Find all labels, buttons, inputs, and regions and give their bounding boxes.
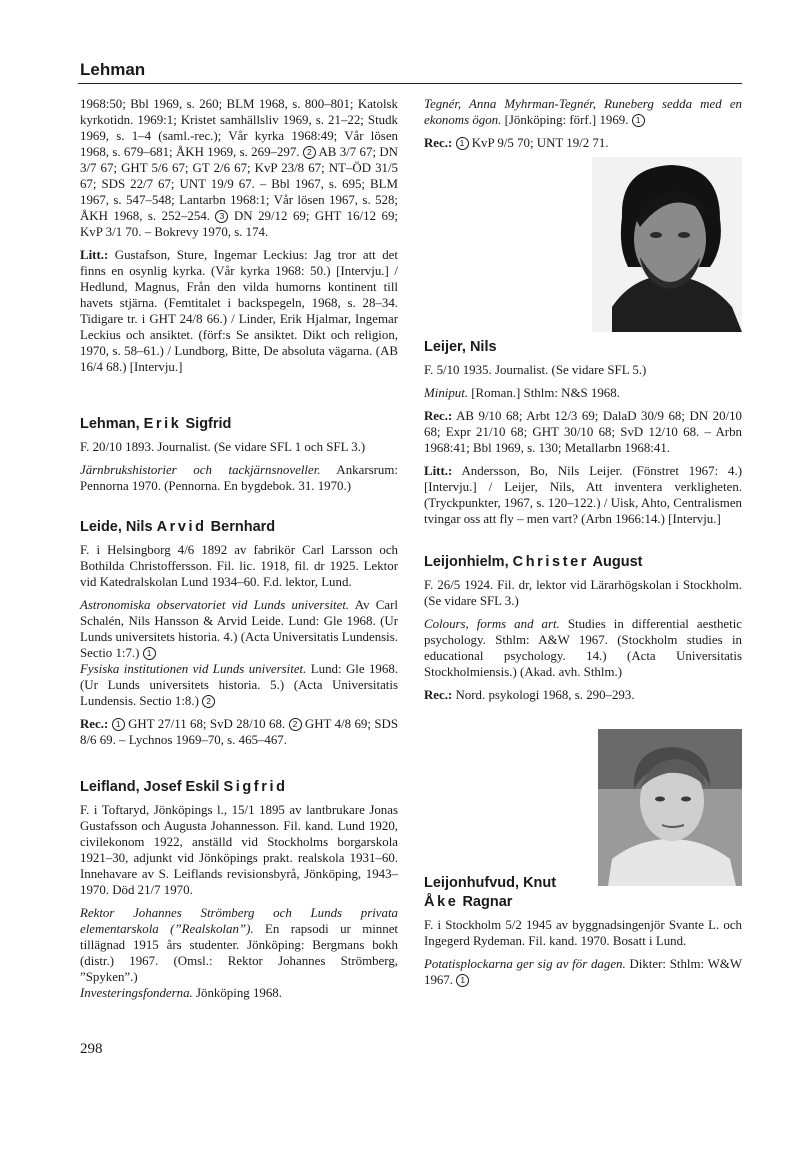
entry-lehman-continuation (80, 96, 398, 415)
reviews: Rec.: 1 KvP 9/5 70; UNT 19/2 71. (424, 136, 609, 150)
circled-number-marker: 2 (303, 146, 316, 159)
circled-number-marker: 1 (456, 137, 469, 150)
portrait-leijonhufvud (598, 729, 742, 886)
portrait-leijer (592, 157, 742, 332)
entry-leijer (424, 338, 742, 527)
header-rule (78, 83, 742, 84)
circled-number-marker: 3 (215, 210, 228, 223)
circled-number-marker: 1 (456, 974, 469, 987)
right-column (424, 96, 742, 988)
entry-leifland (80, 778, 398, 1001)
biography: F. 20/10 1893. Journalist. (Se vidare SFL 1 och SFL 3.) (80, 440, 366, 454)
entry-leijonhielm (424, 553, 742, 703)
circled-number-marker: 2 (202, 695, 215, 708)
circled-number-marker: 1 (632, 114, 645, 127)
biography: F. 26/5 1924. Fil. dr, lektor vid Lärarhögskolan i Stockholm. (Se vidare SFL 3.) (424, 578, 742, 608)
entry-heading: Leijonhielm, Christer August (424, 554, 643, 570)
work-listing: Tegnér, Anna Myhrman-Tegnér, Runeberg sedda med en ekonoms ögon. [Jönköping: förf.] 1969. 1 (424, 97, 742, 127)
entry-lehman-erik (80, 415, 398, 494)
portrait-photo-icon (592, 157, 742, 332)
circled-number-marker: 1 (143, 647, 156, 660)
reviews-continued: 1968:50; Bbl 1969, s. 260; BLM 1968, s. 800–801; Katolsk kyrkotidn. 1969:1; Kristet samhällsliv 1969, s. 21–22; Studk 1969, s. 1–4 (saml.-rec.); Vår kyrka 1968:49; Vår lösen 1968, s. 679–681; ÅKH 1969, s. 269–297. 2 AB 3/7 67; DN 3/7 67; GHT 5/6 67; GT 2/6 67; KvP 23/8 67; NT–ÖD 31/5 67; SDS 22/7 67; UNT 19/9 67. – Bbl 1967, s. 695; BLM 1967, s. 547–548; Lantarbn 1968:1; Vår lösen 1967, s. 528; ÅKH 1968, s. 252–254. 3 DN 29/12 69; GHT 16/12 69; KvP 3/1 70. – Bokrevy 1970, s. 174. (80, 97, 398, 239)
reviews: Rec.: 1 GHT 27/11 68; SvD 28/10 68. 2 GHT 4/8 69; SDS 8/6 69. – Lychnos 1969–70, s. 465–467. (80, 717, 398, 747)
literature-references: Litt.: Andersson, Bo, Nils Leijer. (Fönstret 1967: 4.) [Intervju.] / Leijer, Nils, Att inventera verkligheten. (Tryckpunkter, 1967, s. 120–122.) / Uisk, Ahto, Centralismen tvingar oss att fly – men vart? (Arbn 1966:14.) [Intervju.] (424, 464, 742, 526)
entry-heading: Leijonhufvud, Knut Åke Ragnar (424, 875, 557, 910)
work-listing: Järnbrukshistorier och tackjärnsnoveller. Ankarsrum: Pennorna 1970. (Pennorna. En bygdebok. 31. 1970.) (80, 463, 398, 493)
entry-heading: Lehman, Erik Sigfrid (80, 416, 232, 432)
circled-number-marker: 1 (112, 718, 125, 731)
biography: F. i Toftaryd, Jönköpings l., 15/1 1895 av lantbrukare Jonas Gustafsson och Augusta Johannesson. Fil. kand. Lund 1920, civilekonom 1922, anställd vid Stockholms borgarskola 1921–30, adjunkt vid Jönköpings prakt. realskola 1931–60. Innehavare av S. Leiflands revisionsbyrå, Jönköping, 1943–1970. Död 21/7 1970. (80, 803, 398, 897)
work-listing: Potatisplockarna ger sig av för dagen. Dikter: Sthlm: W&W 1967. 1 (424, 957, 742, 987)
work-listing: Colours, forms and art. Studies in differential aesthetic psychology. Sthlm: A&W 1967. (Stockholm studies in educational psychology. 14.) (Acta Universitatis Stockholmiensis.) (Akad. avh. Sthlm.) (424, 617, 742, 679)
left-column (80, 96, 398, 1001)
biography: F. 5/10 1935. Journalist. (Se vidare SFL 5.) (424, 363, 647, 377)
page-number: 298 (80, 1041, 103, 1057)
reviews: Rec.: Nord. psykologi 1968, s. 290–293. (424, 688, 635, 702)
biography: F. i Helsingborg 4/6 1892 av fabrikör Carl Larsson och Bothilda Christoffersson. Fil. lic. 1918, fil. dr 1925. Lektor vid Katedralskolan Lund 1934–60. F.d. lektor, Lund. (80, 543, 398, 589)
portrait-photo-icon (598, 729, 742, 886)
entry-heading: Leifland, Josef Eskil Sigfrid (80, 779, 288, 795)
work-listing: Astronomiska observatoriet vid Lunds universitet. Av Carl Schalén, Nils Hansson & Arvid Leide. Lund: Gle 1968. (Ur Lunds universitets historia. 4.) (Acta Universitatis Lundensis. Sectio 1:7.) 1 Fysiska institutionen vid Lunds universitet. Lund: Gle 1968. (Ur Lunds universitets historia. 5.) (Acta Universitatis Lundensis. Sectio 1:8.) 2 (80, 598, 398, 708)
entry-leide (80, 518, 398, 748)
biography: F. i Stockholm 5/2 1945 av byggnadsingenjör Svante L. och Ingegerd Rydeman. Fil. kand. 1970. Bosatt i Lund. (424, 918, 742, 948)
literature-references: Litt.: Gustafson, Sture, Ingemar Leckius: Jag tror att det finns en osynlig kyrka. (Vår kyrka 1968: 50.) [Intervju.] / Hedlund, Magnus, Från den vilda humorns kontinent till havets stjärna. (Femtitalet i backspegeln, 1968, s. 28–34. Tidigare tr. i GHT 24/8 66.) / Linder, Erik Hjalmar, Ingemar Leckius och ansiktet. (förf:s Se ansiktet. Dikt och religion, 1970, s. 58–61.) / Lundborg, Bitte, De absoluta vägarna. (AB 16/4 68.) [Intervju.] (80, 248, 398, 374)
entry-heading: Leide, Nils Arvid Bernhard (80, 519, 276, 535)
circled-number-marker: 2 (289, 718, 302, 731)
entry-leijonhufvud (424, 874, 742, 988)
reviews: Rec.: AB 9/10 68; Arbt 12/3 69; DalaD 30/9 68; DN 20/10 68; Expr 21/10 68; GHT 30/10 68; SvD 12/10 68. – Arbn 1968:41; Bbl 1969, s. 130; Metallarbn 1968:41. (424, 409, 742, 455)
entry-heading: Leijer, Nils (424, 339, 497, 355)
work-listing: Rektor Johannes Strömberg och Lunds privata elementarskola (”Realskolan”). En rapsodi ur minnet tillägnad 1915 års studenter. Jönköping: Bergmans bokh (distr.) 1967. (Omsl.: Rektor Johannes Strömberg, ”Spyken”.) Investeringsfonderna. Jönköping 1968. (80, 906, 399, 1000)
work-listing: Miniput. [Roman.] Sthlm: N&S 1968. (424, 386, 620, 400)
running-head: Lehman (80, 60, 146, 79)
entry-tegner-continuation (424, 96, 742, 151)
